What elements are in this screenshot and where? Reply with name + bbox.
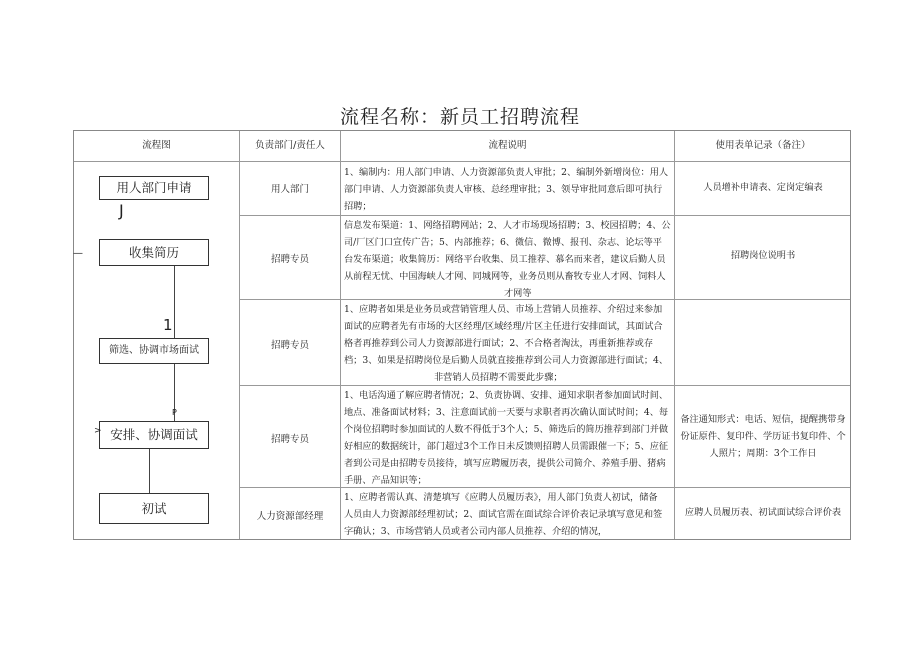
header-flow: 流程图	[142, 140, 171, 151]
header-desc: 流程说明	[488, 140, 527, 151]
process-table	[73, 130, 851, 540]
row-forms: 招聘岗位说明书	[730, 250, 796, 261]
mark-dash: —	[73, 248, 83, 259]
header-dept: 负责部门/责任人	[255, 140, 325, 151]
mark-p: P	[172, 408, 177, 417]
row-dept: 招聘专员	[270, 340, 309, 351]
row-desc: 信息发布渠道：1、网络招聘网站；2、人才市场现场招聘；3、校园招聘；4、公 司/厂区门口宣传广告；5、内部推荐；6、微信、微博、报刊、杂志、论坛等平 台发布渠道；收集简历：网络平台收集、员工推荐、慕名而来者，建议后勤人员 从前程无忧、中国海峡人才网、同城网等，业务员则从畜牧专业人才网、饲料人 才网等	[344, 220, 671, 299]
row-desc: 1、应聘者如果是业务员或营销管理人员、市场上营销人员推荐、介绍过来参加 面试的应聘者先有市场的大区经理/区域经理/片区主任进行安排面试，其面试合 格者再推荐到公司人力资源部进行面试；2、不合格者淘汰，再重新推荐或存 档；3、如果是招聘岗位是后勤人员就直接推荐到公司人力资源部进行面试；4、 非营销人员招聘不需要此步骤；	[344, 304, 669, 383]
flow-box-screening: 筛选、协调市场面试	[99, 338, 209, 364]
mark-j: J	[119, 201, 124, 220]
row-dept: 人力资源部经理	[256, 511, 324, 522]
row-forms: 备注通知形式：电话、短信，提醒携带身 份证原件、复印件、学历证书复印件、个 人照片；周期：3个工作日	[680, 414, 846, 459]
row-divider	[239, 215, 850, 216]
row-dept: 用人部门	[270, 184, 309, 195]
flow-connector	[174, 253, 175, 341]
mark-1: 1	[163, 316, 173, 334]
flow-box-collect-resumes: 收集简历	[99, 239, 209, 266]
row-dept: 招聘专员	[270, 254, 309, 265]
header-forms: 使用表单记录（备注）	[715, 140, 811, 151]
flow-box-first-interview: 初试	[99, 493, 209, 524]
flow-box-apply: 用人部门申请	[99, 176, 209, 200]
column-divider	[340, 131, 341, 539]
mark-gt: >	[94, 426, 102, 436]
flow-box-arrange-interview: 安排、协调面试	[99, 421, 209, 449]
page-title: 流程名称：新员工招聘流程	[339, 106, 580, 128]
row-desc: 1、电话沟通了解应聘者情况；2、负责协调、安排、通知求职者参加面试时间、 地点、准备面试材料；3、注意面试前一天要与求职者再次确认面试时间；4、每 个岗位招聘时参加面试的人数不得低于3个人；5、筛选后的简历推荐到部门并做 好相应的数据统计，部门超过3个工作日未反馈则招聘人员需跟催一下；5、应征 者到公司是由招聘专员接待，填写应聘履历表，提供公司简介、养殖手册、猪病 手册、产品知识等；	[344, 390, 669, 486]
flow-connector	[149, 447, 150, 495]
row-forms: 应聘人员履历表、初试面试综合评价表	[684, 507, 842, 518]
row-desc: 1、应聘者需认真、清楚填写《应聘人员履历表》，用人部门负责人初试，储备 人员由人力资源部经理初试；2、面试官需在面试综合评价表记录填写意见和签 字确认；3、市场营销人员或者公司内部人员推荐、介绍的情况，	[344, 492, 663, 537]
row-forms: 人员增补申请表、定岗定编表	[703, 182, 823, 193]
header-divider	[74, 161, 850, 162]
row-dept: 招聘专员	[270, 434, 309, 445]
row-desc: 1、编制内：用人部门申请、人力资源部负责人审批；2、编制外新增岗位：用人 部门申请、人力资源部负责人审核、总经理审批；3、领导审批同意后即可执行 招聘；	[344, 167, 669, 212]
